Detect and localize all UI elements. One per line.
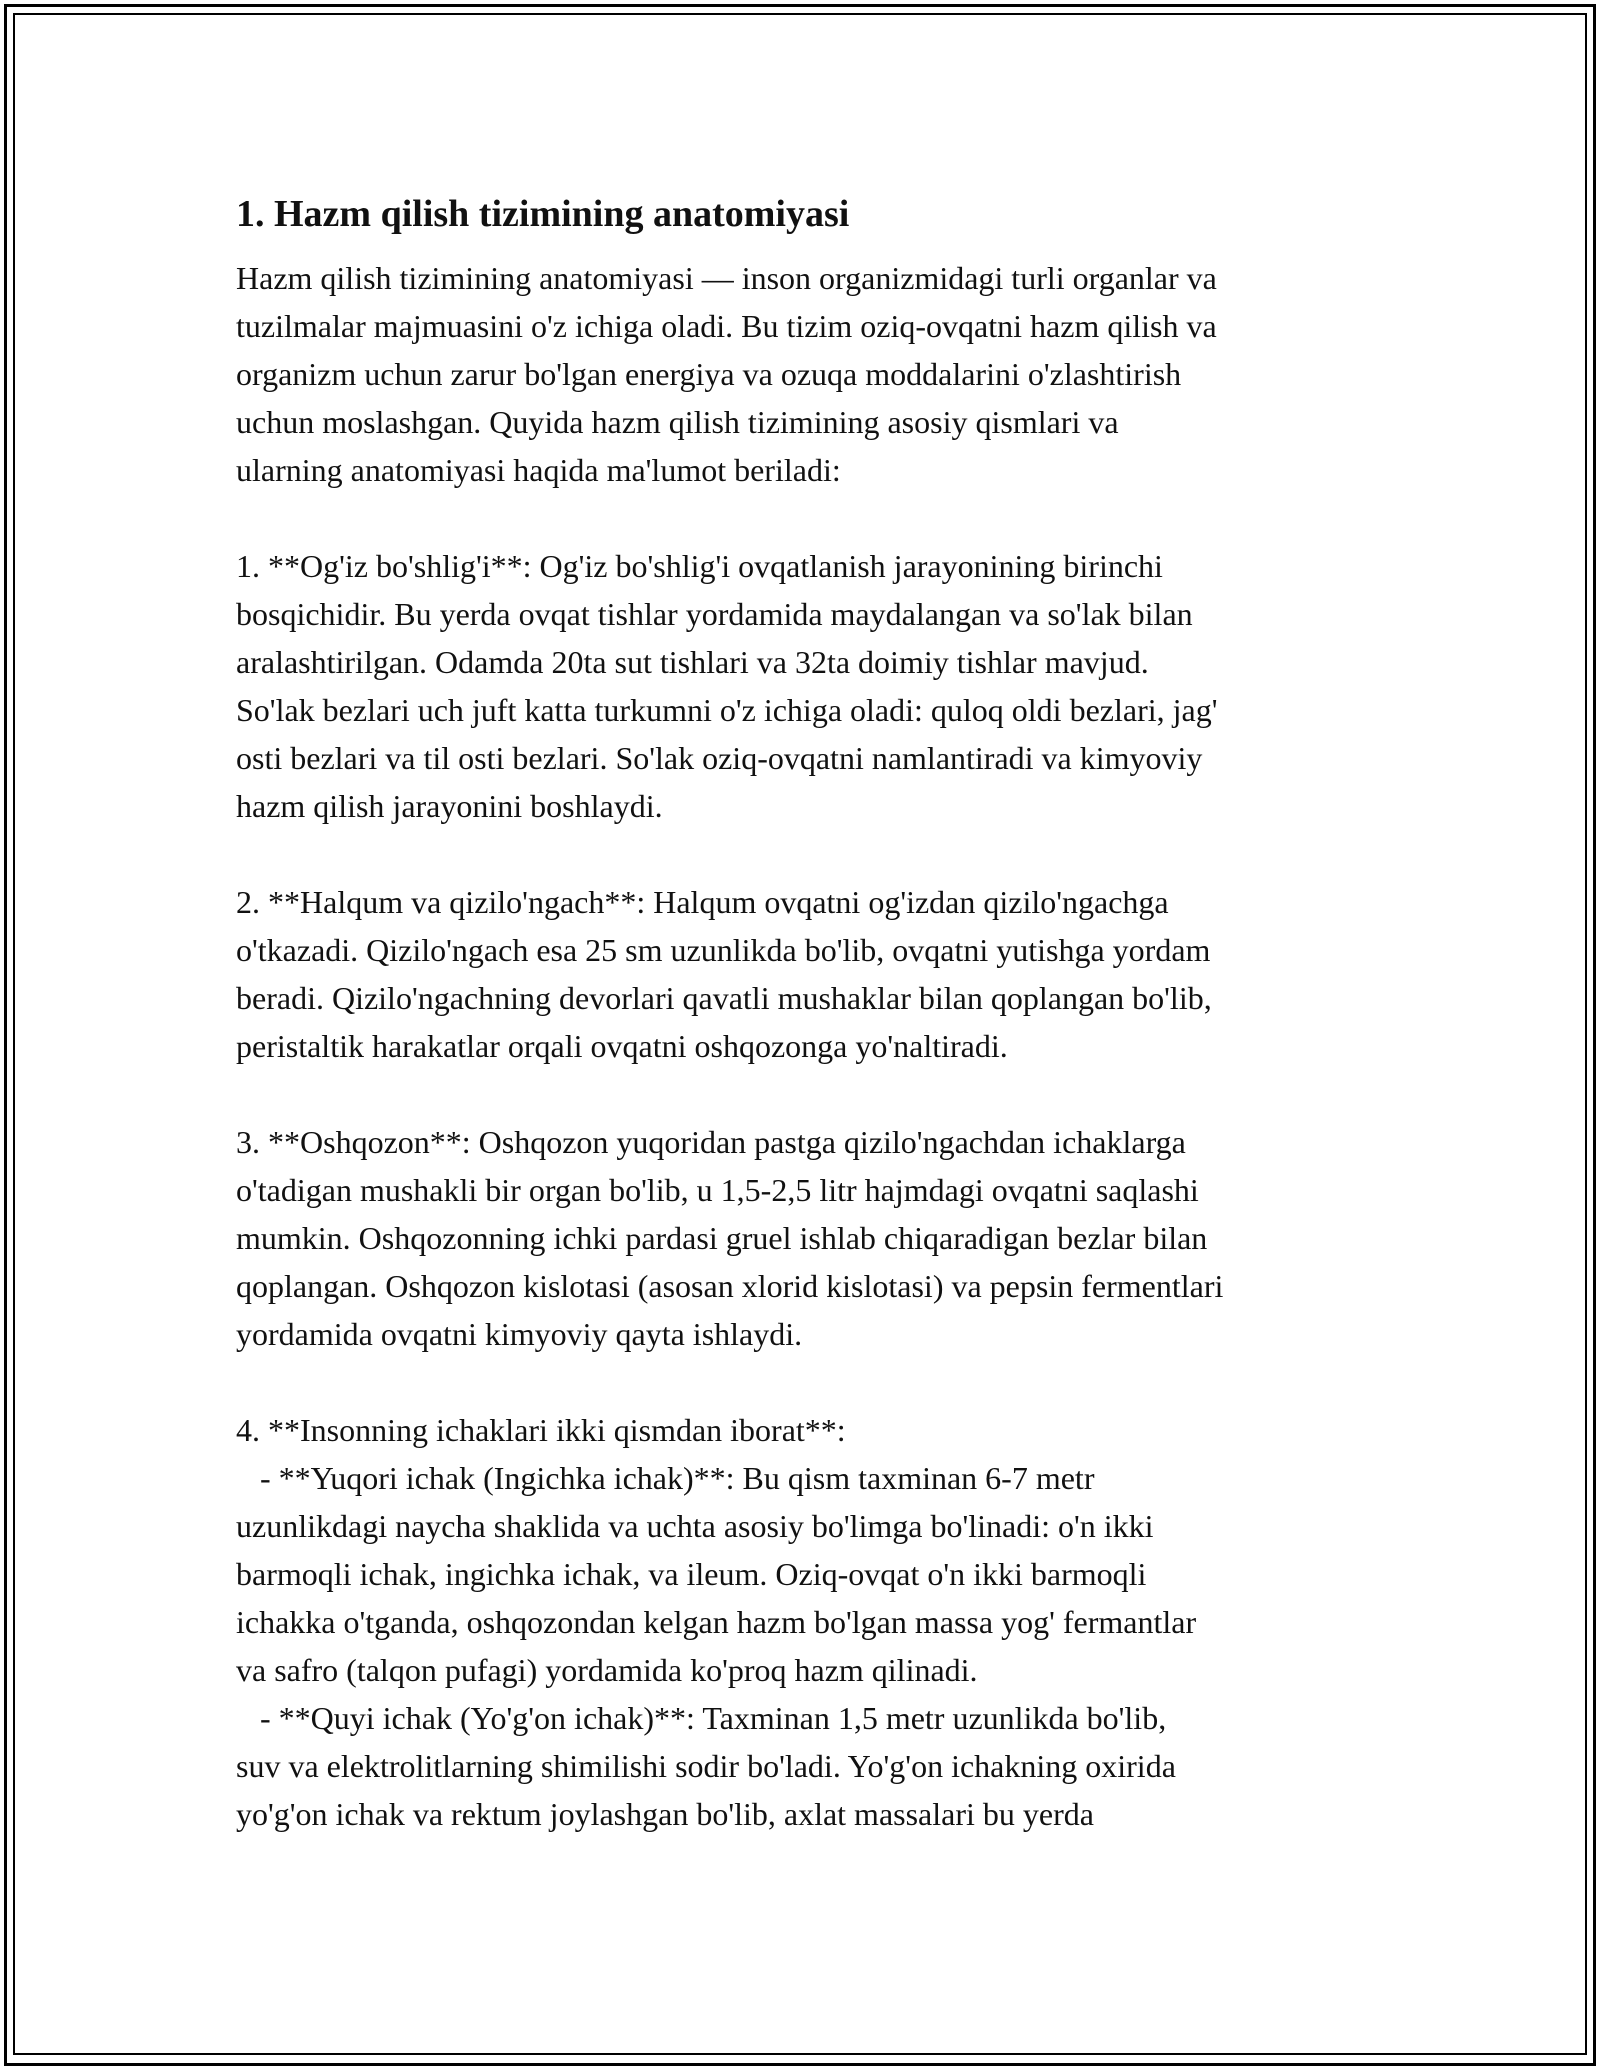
text-line: qoplangan. Oshqozon kislotasi (asosan xlorid kislotasi) va pepsin fermentlari bbox=[236, 1268, 1224, 1304]
paragraph-gap bbox=[236, 494, 1386, 542]
section-mouth-cavity bbox=[236, 542, 1386, 830]
text-line: - **Yuqori ichak (Ingichka ichak)**: Bu qism taxminan 6-7 metr bbox=[236, 1460, 1095, 1496]
text-line: barmoqli ichak, ingichka ichak, va ileum. Oziq-ovqat o'n ikki barmoqli bbox=[236, 1556, 1147, 1592]
text-line: o'tadigan mushakli bir organ bo'lib, u 1,5-2,5 litr hajmdagi ovqatni saqlashi bbox=[236, 1172, 1199, 1208]
text-line: peristaltik harakatlar orqali ovqatni oshqozonga yo'naltiradi. bbox=[236, 1028, 1008, 1064]
text-line: bosqichidir. Bu yerda ovqat tishlar yordamida maydalangan va so'lak bilan bbox=[236, 596, 1193, 632]
text-line: yordamida ovqatni kimyoviy qayta ishlaydi. bbox=[236, 1316, 803, 1352]
text-line: aralashtirilgan. Odamda 20ta sut tishlari va 32ta doimiy tishlar mavjud. bbox=[236, 644, 1149, 680]
text-line: uchun moslashgan. Quyida hazm qilish tizimining asosiy qismlari va bbox=[236, 404, 1119, 440]
text-line: 2. **Halqum va qizilo'ngach**: Halqum ovqatni og'izdan qizilo'ngachga bbox=[236, 884, 1169, 920]
text-line: tuzilmalar majmuasini o'z ichiga oladi. Bu tizim oziq-ovqatni hazm qilish va bbox=[236, 308, 1217, 344]
text-line: beradi. Qizilo'ngachning devorlari qavatli mushaklar bilan qoplangan bo'lib, bbox=[236, 980, 1212, 1016]
section-stomach bbox=[236, 1118, 1386, 1358]
text-line: - **Quyi ichak (Yo'g'on ichak)**: Taxminan 1,5 metr uzunlikda bo'lib, bbox=[236, 1700, 1167, 1736]
text-line: 4. **Insonning ichaklari ikki qismdan iborat**: bbox=[236, 1412, 846, 1448]
text-line: suv va elektrolitlarning shimilishi sodir bo'ladi. Yo'g'on ichakning oxirida bbox=[236, 1748, 1176, 1784]
text-line: So'lak bezlari uch juft katta turkumni o'z ichiga oladi: quloq oldi bezlari, jag' bbox=[236, 692, 1218, 728]
intro-paragraph bbox=[236, 254, 1386, 494]
text-line: va safro (talqon pufagi) yordamida ko'proq hazm qilinadi. bbox=[236, 1652, 978, 1688]
text-line: 1. **Og'iz bo'shlig'i**: Og'iz bo'shlig'i ovqatlanish jarayonining birinchi bbox=[236, 548, 1163, 584]
section-intestines bbox=[236, 1406, 1386, 1838]
text-line: ularning anatomiyasi haqida ma'lumot beriladi: bbox=[236, 452, 841, 488]
document-page bbox=[236, 186, 1386, 1838]
text-line: organizm uchun zarur bo'lgan energiya va ozuqa moddalarini o'zlashtirish bbox=[236, 356, 1182, 392]
text-line: o'tkazadi. Qizilo'ngach esa 25 sm uzunlikda bo'lib, ovqatni yutishga yordam bbox=[236, 932, 1211, 968]
document-title: 1. Hazm qilish tizimining anatomiyasi bbox=[236, 193, 850, 235]
text-line: uzunlikdagi naycha shaklida va uchta asosiy bo'limga bo'linadi: o'n ikki bbox=[236, 1508, 1154, 1544]
section-pharynx-esophagus bbox=[236, 878, 1386, 1070]
text-line: osti bezlari va til osti bezlari. So'lak oziq-ovqatni namlantiradi va kimyoviy bbox=[236, 740, 1203, 776]
text-line: 3. **Oshqozon**: Oshqozon yuqoridan pastga qizilo'ngachdan ichaklarga bbox=[236, 1124, 1186, 1160]
text-line: mumkin. Oshqozonning ichki pardasi gruel ishlab chiqaradigan bezlar bilan bbox=[236, 1220, 1208, 1256]
text-line: yo'g'on ichak va rektum joylashgan bo'lib, axlat massalari bu yerda bbox=[236, 1796, 1094, 1832]
paragraph-gap bbox=[236, 1358, 1386, 1406]
text-line: Hazm qilish tizimining anatomiyasi — inson organizmidagi turli organlar va bbox=[236, 260, 1217, 296]
text-line: ichakka o'tganda, oshqozondan kelgan hazm bo'lgan massa yog' fermantlar bbox=[236, 1604, 1197, 1640]
paragraph-gap bbox=[236, 1070, 1386, 1118]
text-line: hazm qilish jarayonini boshlaydi. bbox=[236, 788, 663, 824]
paragraph-gap bbox=[236, 830, 1386, 878]
